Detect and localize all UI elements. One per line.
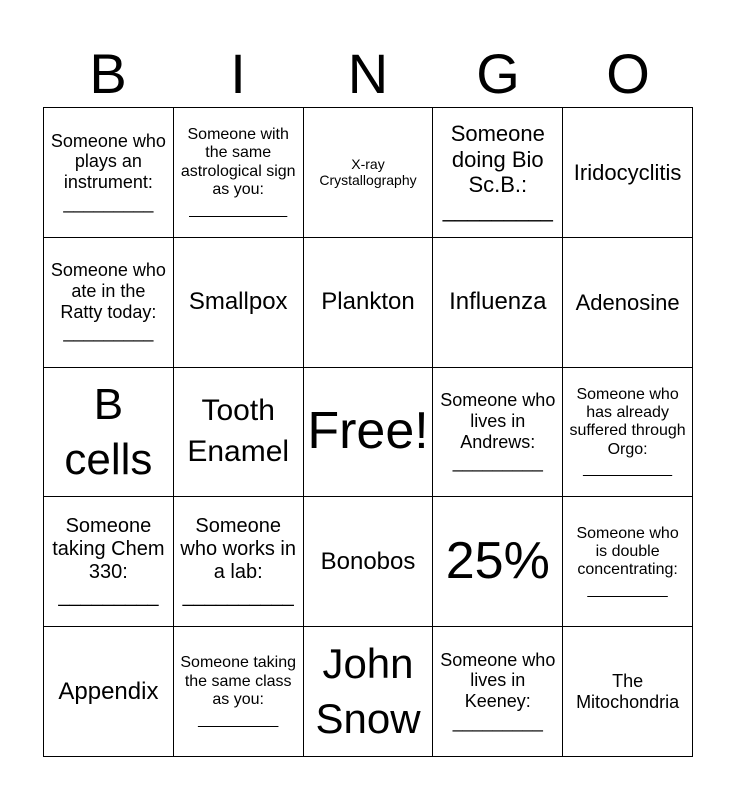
bingo-header: [43, 42, 693, 106]
cell-blank-line: _________: [442, 197, 553, 223]
cell-blank-line: _________: [58, 585, 159, 608]
bingo-cell[interactable]: [44, 368, 174, 498]
cell-text: Someone who has already suffered through Orgo:: [569, 385, 686, 458]
bingo-cell[interactable]: [433, 238, 563, 368]
cell-text: Someone with the same astrological sign as you:: [180, 126, 296, 199]
cell-text: Someone who lives in Andrews:: [440, 390, 556, 452]
bingo-cell[interactable]: [304, 497, 434, 627]
bingo-cell[interactable]: [174, 627, 304, 757]
cell-text: Someone doing Bio Sc.B.:: [450, 121, 545, 197]
bingo-cell[interactable]: [44, 238, 174, 368]
cell-text: John Snow: [315, 640, 421, 742]
bingo-cell[interactable]: [44, 108, 174, 238]
cell-text: 25%: [445, 531, 550, 590]
cell-blank-line: __________: [583, 460, 673, 478]
bingo-cell[interactable]: [563, 238, 693, 368]
cell-blank-line: __________: [182, 585, 294, 608]
bingo-cell[interactable]: [304, 368, 434, 498]
cell-blank-line: ___________: [189, 200, 288, 218]
bingo-cell[interactable]: [563, 497, 693, 627]
cell-text: Adenosine: [575, 289, 680, 315]
bingo-cell[interactable]: [433, 497, 563, 627]
bingo-cell[interactable]: [44, 627, 174, 757]
bingo-cell[interactable]: [44, 497, 174, 627]
cell-blank-line: _________: [587, 580, 668, 598]
cell-text: Plankton: [321, 288, 415, 316]
header-letter-n: N: [347, 42, 389, 105]
header-letter-b: B: [89, 42, 127, 105]
cell-blank-line: _________: [452, 452, 543, 473]
bingo-cell[interactable]: [304, 627, 434, 757]
bingo-cell[interactable]: [433, 368, 563, 498]
cell-text: B cells: [64, 379, 153, 484]
bingo-cell[interactable]: [563, 108, 693, 238]
header-letter-g: G: [476, 42, 520, 105]
cell-text: X-ray Crystallography: [319, 156, 417, 189]
cell-blank-line: _________: [452, 711, 543, 732]
cell-text: Tooth Enamel: [187, 394, 290, 468]
bingo-cell[interactable]: [304, 108, 434, 238]
cell-text: The Mitochondria: [576, 670, 680, 712]
free-space-text: Free!: [307, 402, 429, 461]
bingo-cell[interactable]: [174, 108, 304, 238]
bingo-cell[interactable]: [433, 108, 563, 238]
cell-text: Someone who lives in Keeney:: [440, 649, 556, 712]
cell-text: Someone who ate in the Ratty today:: [50, 260, 166, 322]
cell-text: Someone who is double concentrating:: [576, 524, 679, 579]
cell-text: Someone who works in a lab:: [180, 515, 296, 584]
cell-text: Smallpox: [188, 288, 288, 316]
header-letter-o: O: [606, 42, 650, 105]
cell-text: Appendix: [58, 677, 159, 705]
cell-blank-line: _________: [63, 192, 154, 213]
bingo-cell[interactable]: [174, 497, 304, 627]
bingo-cell[interactable]: [174, 368, 304, 498]
cell-text: Iridocyclitis: [573, 159, 682, 185]
bingo-cell[interactable]: [174, 238, 304, 368]
cell-blank-line: _________: [63, 322, 154, 343]
cell-text: Someone taking the same class as you:: [180, 654, 297, 709]
header-letter-i: I: [230, 42, 246, 105]
cell-text: Influenza: [449, 288, 547, 316]
bingo-cell[interactable]: [433, 627, 563, 757]
cell-text: Someone taking Chem 330:: [52, 515, 165, 584]
bingo-board: [43, 107, 693, 757]
cell-blank-line: _________: [198, 710, 279, 728]
bingo-cell[interactable]: [563, 627, 693, 757]
bingo-cell[interactable]: [563, 368, 693, 498]
cell-text: Bonobos: [320, 547, 416, 575]
bingo-cell[interactable]: [304, 238, 434, 368]
cell-text: Someone who plays an instrument:: [50, 130, 166, 192]
